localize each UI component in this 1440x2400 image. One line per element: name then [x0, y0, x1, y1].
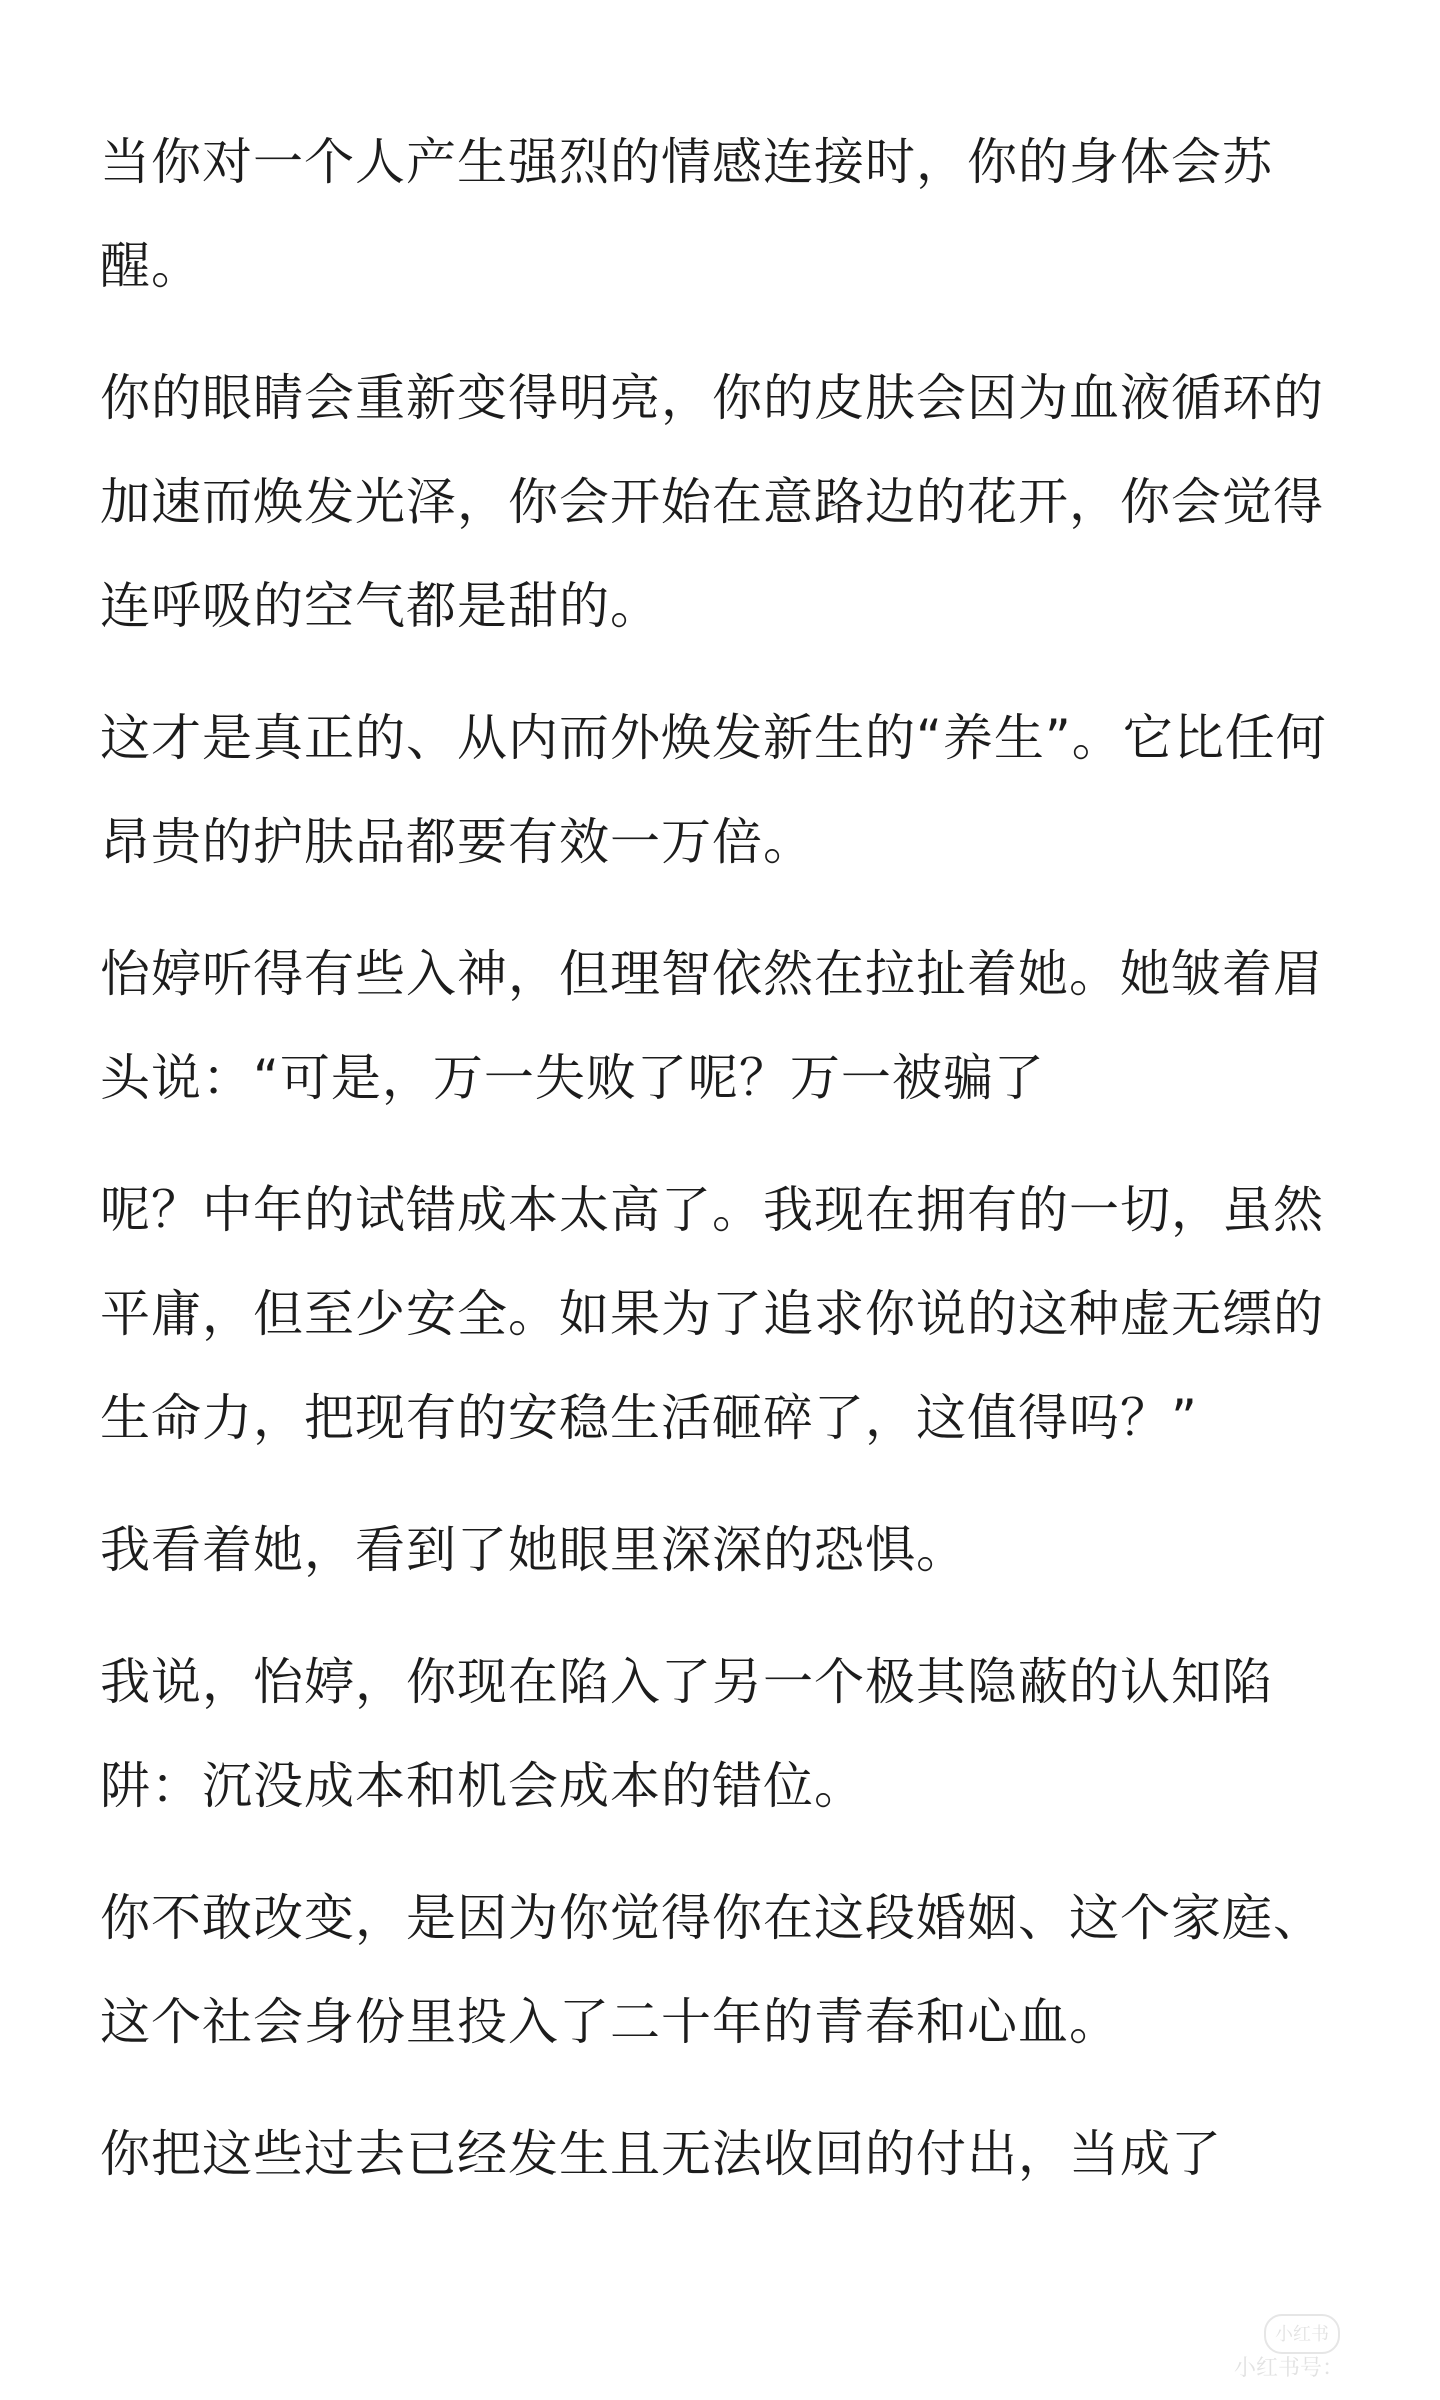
paragraph-8: 你不敢改变，是因为你觉得你在这段婚姻、这个家庭、这个社会身份里投入了二十年的青春和心血。 [100, 1889, 1324, 2051]
paragraph-2: 你的眼睛会重新变得明亮，你的皮肤会因为血液循环的加速而焕发光泽，你会开始在意路边的花开，你会觉得连呼吸的空气都是甜的。 [100, 369, 1324, 635]
paragraph-7: 我说，怡婷，你现在陷入了另一个极其隐蔽的认知陷阱：沉没成本和机会成本的错位。 [100, 1653, 1273, 1815]
article-body [100, 110, 1340, 2234]
watermark [1234, 2351, 1344, 2382]
paragraph-3: 这才是真正的、从内而外焕发新生的“养生”。它比任何昂贵的护肤品都要有效一万倍。 [100, 709, 1327, 871]
paragraph-9: 你把这些过去已经发生且无法收回的付出，当成了 [100, 2125, 1222, 2183]
watermark-caption: 小红书号： [1233, 2355, 1344, 2380]
paragraph-6: 我看着她，看到了她眼里深深的恐惧。 [100, 1521, 967, 1579]
watermark-logo: 小红书 [1264, 2314, 1340, 2354]
paragraph-5: 呢？中年的试错成本太高了。我现在拥有的一切，虽然平庸，但至少安全。如果为了追求你说的这种虚无缥的生命力，把现有的安稳生活砸碎了，这值得吗？” [100, 1181, 1324, 1447]
paragraph-4: 怡婷听得有些入神，但理智依然在拉扯着她。她皱着眉头说：“可是，万一失败了呢？万一被骗了 [100, 945, 1324, 1107]
paragraph-1: 当你对一个人产生强烈的情感连接时，你的身体会苏醒。 [100, 133, 1273, 295]
